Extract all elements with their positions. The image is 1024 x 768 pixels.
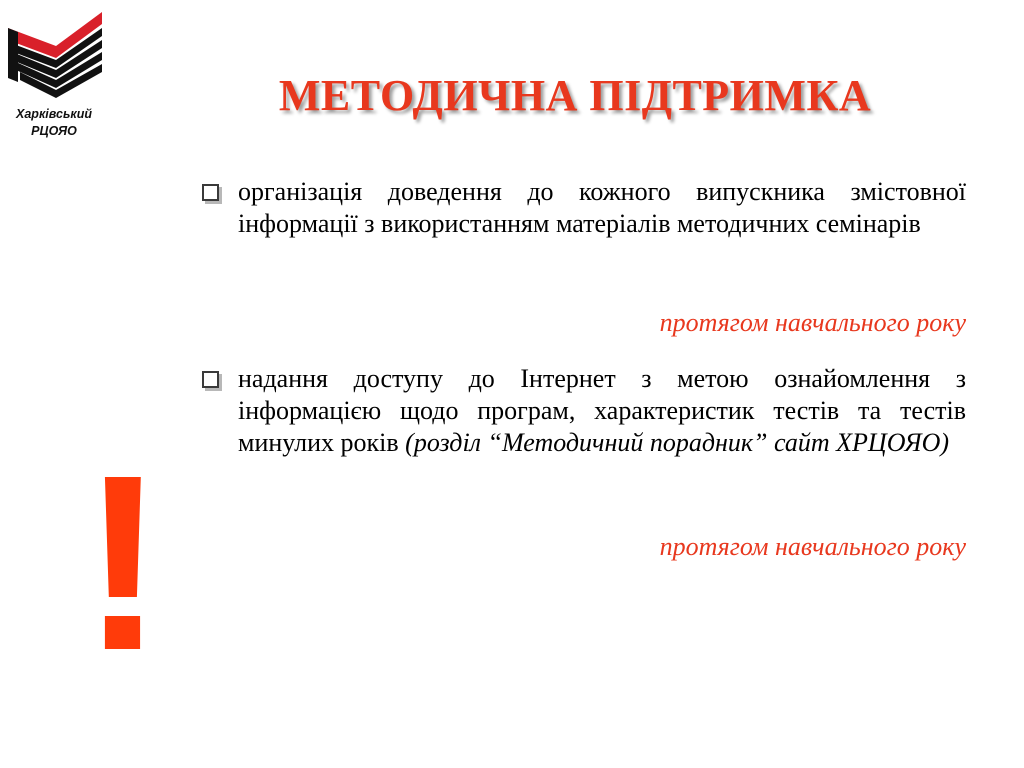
item-1-period: протягом навчального року — [659, 308, 966, 337]
item-1-text: організація доведення до кожного випускника змістовної інформації з використанням матеріалів методичних семінарів — [238, 177, 966, 238]
item-2-text: надання доступу до Інтернет з метою ознайомлення з інформацією щодо програм, характеристик тестів та тестів минулих років — [238, 364, 966, 457]
logo — [6, 8, 110, 148]
item-2-period: протягом навчального року — [659, 532, 966, 561]
item-2-note: (розділ “Методичний порадник” сайт ХРЦОЯО) — [405, 428, 950, 457]
item-2-body — [238, 363, 966, 459]
list-item-2 — [202, 363, 966, 459]
list-item-1 — [202, 176, 966, 240]
book-logo-icon — [6, 8, 104, 100]
page-title: МЕТОДИЧНА ПІДТРИМКА — [278, 71, 872, 120]
exclamation-mark: ! — [81, 423, 165, 702]
logo-line-1: Харківський — [16, 107, 92, 121]
checkbox-bullet-icon — [202, 371, 219, 388]
checkbox-bullet-icon — [202, 184, 219, 201]
logo-line-2: РЦОЯО — [31, 124, 77, 138]
